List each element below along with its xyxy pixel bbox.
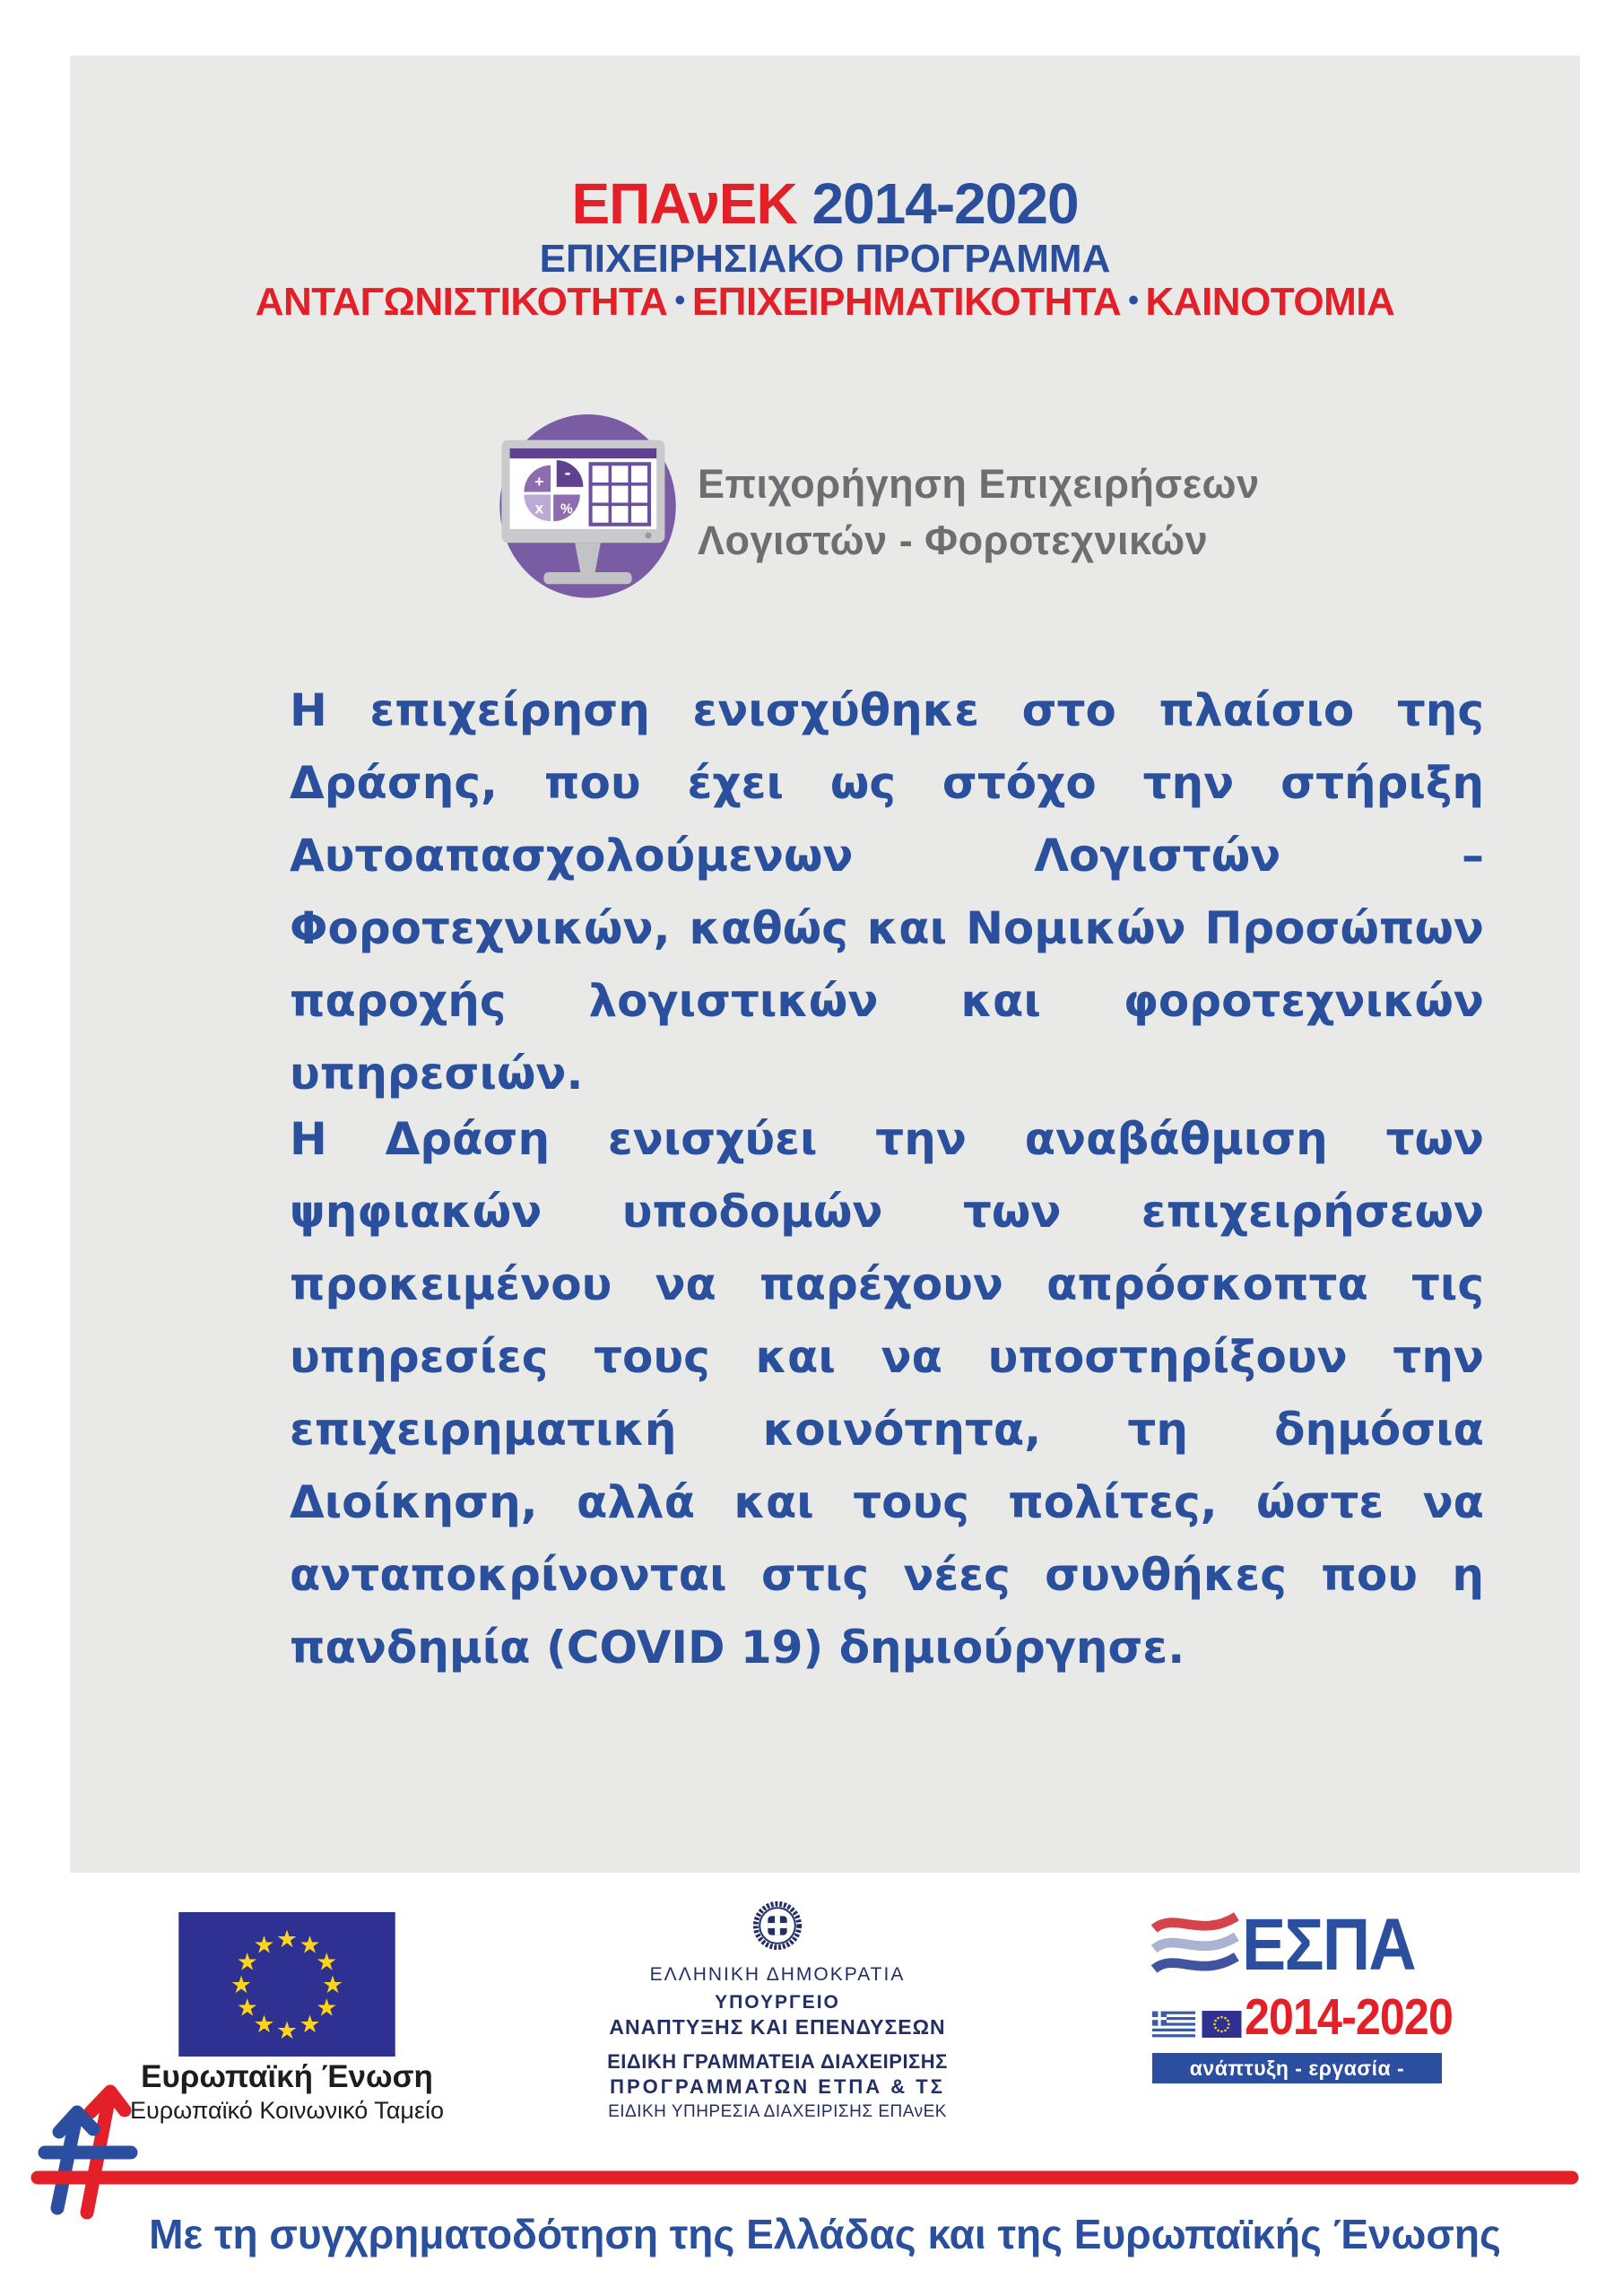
svg-text:★: ★ (236, 1994, 258, 2022)
program-type: ΕΠΙΧΕΙΡΗΣΙΑΚΟ ΠΡΟΓΡΑΜΜΑ (539, 237, 1111, 281)
svg-text:★: ★ (316, 1948, 338, 1977)
hashtag-arrows-graphic (0, 2076, 1623, 2224)
cofinancing-statement: Με τη συγχρηματοδότηση της Ελλάδας και της Ευρωπαϊκής Ένωσης (149, 2211, 1501, 2257)
program-header (70, 170, 1580, 237)
tagline-word-2: ΕΠΙΧΕΙΡΗΜΑΤΙΚΟΤΗΤΑ (691, 280, 1122, 324)
svg-text:★: ★ (253, 1931, 275, 1960)
ministry-label: ΥΠΟΥΡΓΕΙΟ (715, 1992, 840, 2013)
times-symbol: x (534, 499, 544, 517)
svg-text:★: ★ (236, 1948, 258, 1977)
espa-motto-banner: ανάπτυξη - εργασία - αλληλεγγύη (1152, 2053, 1442, 2083)
svg-text:★: ★ (299, 2011, 321, 2039)
body-paragraph-1: Η επιχείρηση ενισχύθηκε στο πλαίσιο της Δράσης, που έχει ως στόχο την στήριξη Αυτοαπασχολούμενων Λογιστών – Φοροτεχνικών, καθώς και Νομικών Προσώπων παροχής λογιστικών και φοροτεχνικών υπηρεσιών. (290, 684, 1484, 1100)
tagline-word-1: ΑΝΤΑΓΩΝΙΣΤΙΚΟΤΗΤΑ (255, 280, 668, 324)
program-tagline (70, 280, 1580, 325)
greek-flag-icon (1152, 2011, 1195, 2038)
ministry-name-label: ΑΝΑΠΤΥΞΗΣ ΚΑΙ ΕΠΕΝΔΥΣΕΩΝ (609, 2015, 946, 2039)
svg-text:★: ★ (253, 2011, 275, 2039)
body-paragraph-2: Η Δράση ενισχύει την αναβάθμιση των ψηφιακών υποδομών των επιχειρήσεων προκειμένου να παρέχουν απρόσκοπτα τις υπηρεσίες τους και να υποστηρίξουν την επιχειρηματική κοινότητα, τη δημόσια Διοίκηση, αλλά και τους πολίτες, ώστε να ανταποκρίνονται στις νέες συνθήκες που η πανδημία (COVID 19) δημιούργησε. (290, 1113, 1484, 1674)
action-title-line2: Λογιστών - Φοροτεχνικών (698, 517, 1209, 563)
eu-mini-flag-icon (1202, 2011, 1242, 2038)
spreadsheet-grid-icon (591, 464, 649, 525)
svg-text:★: ★ (275, 1925, 299, 1953)
svg-text:★: ★ (316, 1994, 338, 2022)
svg-text:★: ★ (321, 1970, 344, 1999)
secretariat-label: ΕΙΔΙΚΗ ΓΡΑΜΜΑΤΕΙΑ ΔΙΑΧΕΙΡΙΣΗΣ (607, 2050, 948, 2073)
managing-authority-label: ΕΙΔΙΚΗ ΥΠΗΡΕΣΙΑ ΔΙΑΧΕΙΡΙΣΗΣ ΕΠΑνΕΚ (608, 2102, 947, 2121)
espa-logo-text: ΕΣΠΑ (1242, 1904, 1415, 1986)
accounting-monitor-icon (496, 413, 680, 614)
eu-social-fund-label: Ευρωπαϊκό Κοινωνικό Ταμείο (129, 2097, 445, 2124)
programs-label: ΠΡΟΓΡΑΜΜΑΤΩΝ ΕΤΠΑ & ΤΣ (610, 2075, 945, 2098)
tagline-word-3: ΚΑΙΝΟΤΟΜΙΑ (1145, 280, 1395, 324)
percent-symbol: % (560, 501, 573, 517)
program-acronym: ΕΠΑνΕΚ (571, 171, 797, 236)
svg-text:★: ★ (275, 2016, 299, 2045)
plus-symbol: + (534, 472, 544, 491)
content-panel (70, 56, 1580, 1873)
eu-flag-icon (177, 1912, 397, 2057)
hellenic-republic-label: ΕΛΛΗΝΙΚΗ ΔΗΜΟΚΡΑΤΙΑ (649, 1964, 906, 1985)
eu-union-label: Ευρωπαϊκή Ένωση (141, 2059, 433, 2094)
program-years: 2014-2020 (812, 171, 1079, 236)
bullet-separator-icon: • (1128, 283, 1139, 317)
bullet-separator-icon: • (674, 283, 685, 317)
svg-text:★: ★ (299, 1931, 321, 1960)
espa-waves-icon (1150, 1908, 1240, 1985)
espa-years: 2014-2020 (1245, 1988, 1453, 2046)
minus-symbol: - (564, 462, 571, 483)
greek-emblem-icon (751, 1898, 803, 1953)
action-title-line1: Επιχορήγηση Επιχειρήσεων (698, 461, 1260, 507)
svg-text:★: ★ (230, 1970, 253, 1999)
